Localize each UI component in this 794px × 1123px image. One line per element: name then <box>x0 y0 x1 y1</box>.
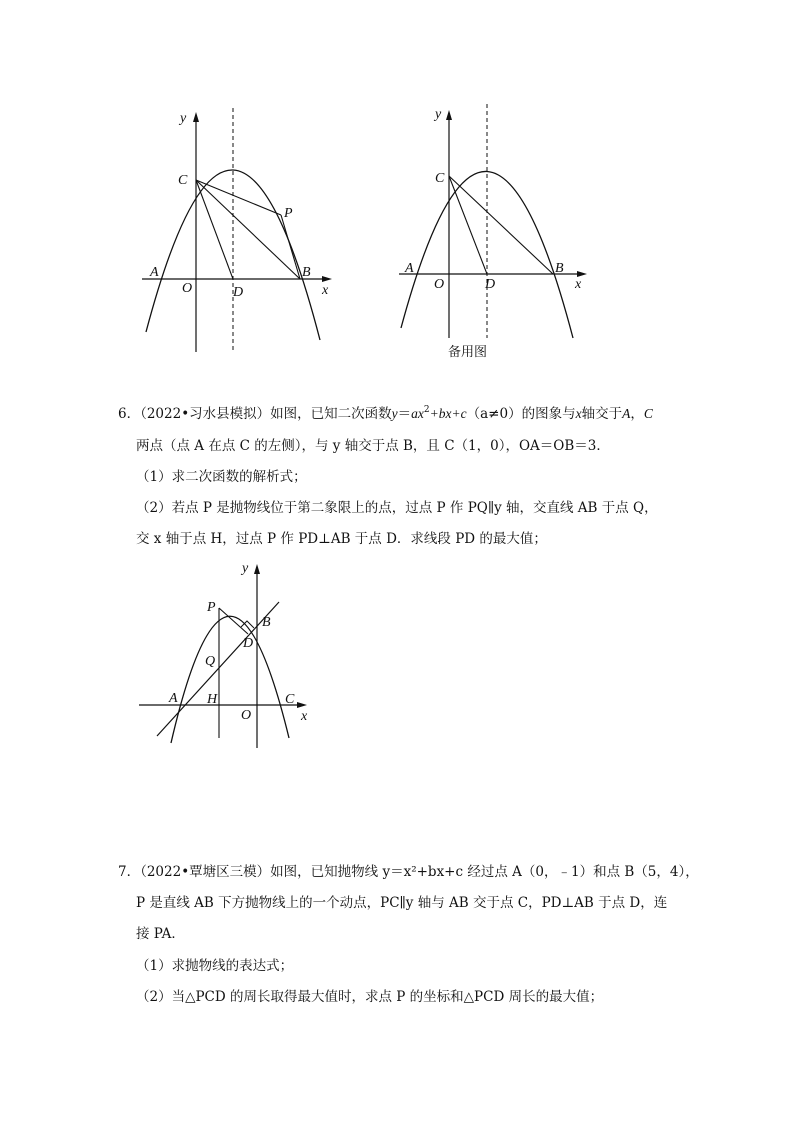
label-o: O <box>241 708 252 723</box>
segment-cd <box>196 180 233 279</box>
label-x: x <box>322 283 329 298</box>
x-axis-arrow <box>297 702 307 708</box>
x-axis-arrow <box>322 276 332 282</box>
label-q: Q <box>205 654 216 669</box>
q6-formula-eq: ＝ <box>397 406 412 422</box>
segment-pd <box>219 608 248 634</box>
label-p: P <box>284 206 293 221</box>
q6-source: （2022•习水县模拟） <box>140 406 271 422</box>
label-b: B <box>262 615 271 630</box>
label-b: B <box>555 261 564 276</box>
q7-line-3: 接 PA． <box>136 926 185 942</box>
segment-cb <box>449 176 553 274</box>
figure-3-svg <box>135 558 325 758</box>
q7-part-1: （1）求抛物线的表达式； <box>136 958 294 974</box>
segment-cp <box>196 180 281 215</box>
label-o: O <box>434 277 445 292</box>
figure-1-svg <box>130 100 350 360</box>
q6-formula-y: y <box>391 406 398 421</box>
figure-3 <box>135 558 325 758</box>
label-y: y <box>435 107 442 122</box>
label-c: C <box>435 171 445 186</box>
q6-text-c: 轴交于 <box>581 406 623 422</box>
label-x: x <box>301 709 308 724</box>
figure-2-svg <box>385 98 605 368</box>
q6-cond: （a≠0） <box>466 406 522 422</box>
label-a: A <box>169 691 178 706</box>
q6-formula-rest: +bx+c <box>429 406 467 421</box>
q6-part-2-line-2: 交 x 轴于点 H，过点 P 作 PD⊥AB 于点 D．求线段 PD 的最大值； <box>136 531 547 547</box>
q7-part-2: （2）当△PCD 的周长取得最大值时，求点 P 的坐标和△PCD 周长的最大值； <box>136 989 604 1005</box>
label-d: D <box>485 277 496 292</box>
q6-x: x <box>575 406 582 421</box>
q6-part-2-line-1: （2）若点 P 是抛物线位于第二象限上的点，过点 P 作 PQ∥y 轴，交直线 AB 于点 Q， <box>136 500 658 516</box>
parabola <box>171 616 289 743</box>
label-b: B <box>302 265 311 280</box>
figure-2 <box>385 98 605 368</box>
label-p: P <box>207 600 216 615</box>
label-a: A <box>405 261 414 276</box>
q6-formula-sup: 2 <box>423 405 430 415</box>
segment-cd <box>449 176 487 274</box>
q6-number: 6． <box>118 406 141 422</box>
y-axis-arrow <box>193 112 199 122</box>
q7-line-1 <box>118 861 699 883</box>
label-o: O <box>182 281 193 296</box>
label-h: H <box>207 692 218 707</box>
label-x: x <box>575 277 582 292</box>
q6-part-1: （1）求二次函数的解析式； <box>136 469 307 485</box>
figure-1 <box>130 100 350 360</box>
label-c: C <box>285 692 295 707</box>
q6-a: A <box>622 406 631 421</box>
q7-number: 7． <box>118 864 141 880</box>
label-c: C <box>178 173 188 188</box>
label-y: y <box>180 111 187 126</box>
q6-formula-ax: ax <box>411 406 424 421</box>
q6-text-a: 如图，已知二次函数 <box>270 406 392 422</box>
label-y: y <box>242 561 249 576</box>
label-d: D <box>233 285 244 300</box>
q7-source: （2022•覃塘区三模） <box>140 864 271 880</box>
q6-c: C <box>643 406 653 421</box>
q7-line-2: P 是直线 AB 下方抛物线上的一个动点，PC∥y 轴与 AB 交于点 C，PD⊥AB 于点 D，连 <box>136 895 668 911</box>
y-axis-arrow <box>254 564 260 574</box>
q7-text-1: 如图，已知抛物线 y＝x²+bx+c 经过点 A（0，﹣1）和点 B（5，4）， <box>270 864 699 880</box>
q6-comma: ， <box>630 406 644 422</box>
q6-line-1 <box>118 403 653 425</box>
label-d: D <box>243 636 254 651</box>
q6-text-b: 的图象与 <box>521 406 576 422</box>
y-axis-arrow <box>446 110 452 120</box>
q6-line-2: 两点（点 A 在点 C 的左侧），与 y 轴交于点 B，且 C（1，0），OA＝OB＝3． <box>136 438 610 454</box>
caption-backup-figure: 备用图 <box>448 345 488 360</box>
label-a: A <box>150 265 159 280</box>
